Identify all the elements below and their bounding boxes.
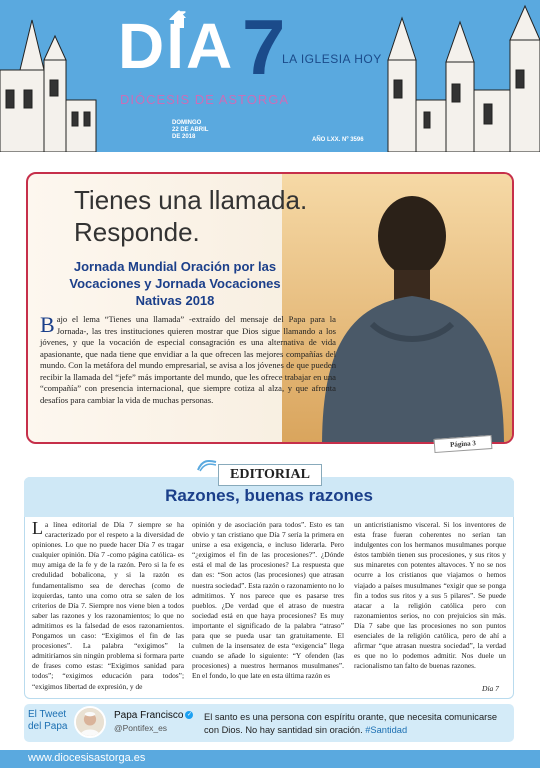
footer-bar	[0, 750, 540, 768]
masthead-tagline: LA IGLESIA HOY	[282, 52, 382, 66]
feature-subhead: Jornada Mundial Oración por las Vocaciones y Jornada Vocaciones Nativas 2018	[69, 259, 281, 308]
issue-number: AÑO LXX. Nº 3596	[312, 137, 364, 143]
feature-box	[26, 172, 514, 444]
date-line-1: DOMINGO	[172, 120, 202, 126]
editorial-column-1-text: a línea editorial de Día 7 siempre se ha caracterizado por el respeto a la diversidad de opiniones. Lo que no puede hacer Día 7 es tragar cualquier opinión. Día 7 -como página católica- es muy amiga de la fe y de la razón. Pero si la fe es credulidad bobalicona, y si la razón es fundamentalismo sea de derechas (como de izquierdas, tanto una como otra se salen de los criterios de Día 7. Siempre nos viene bien a todos saber las razones y los razonamientos; lo que no admitimos es la falsedad de esos razonamientos. Pongamos un caso: “Exigimos el fin de las procesiones”. La palabra “exigimos” la admitiríamos sin ningún problema si formara parte de frases como estas: “Exigimos sanidad para todos”; “exigimos educación para todos”; “exigimos libertad de expresión, y de	[32, 520, 184, 691]
masthead-brand	[118, 3, 288, 91]
page-reference-tag[interactable]: Página 3	[434, 435, 493, 453]
verified-badge-icon: ✓	[186, 712, 192, 719]
tweet-body: El santo es una persona con espíritu orante, que necesita comunicarse con Dios. No hay santidad sin oración.	[204, 712, 498, 735]
headline-line-1: Tienes una llamada.	[74, 185, 308, 215]
tweet-author-name[interactable]	[114, 710, 193, 721]
editorial-title: Razones, buenas razones	[165, 486, 373, 505]
masthead	[0, 0, 540, 152]
quote-swoosh-icon	[196, 458, 218, 472]
feature-body-text: ajo el lema “Tienes una llamada” -extraído del mensaje del Papa para la Jornada-, las tres instituciones quieren mostrar que Dios sigue llamando a los jóvenes, y que la vocación de especial consagración es una alternativa de vida apasionante, que nada tiene que envidiar a la que ofrecen las mejores compañías del mundo. Con la metáfora del mundo empresarial, se avisa a los jóvenes de que pueden recibir la llamada del “jefe” más importante del mundo, que les ofrece trabajar en una “compañía” con presencia internacional, que siempre cotiza al alza, y que afronta desafíos para cambiar la vida de muchas personas.	[40, 314, 336, 405]
headline-line-2: Responde.	[74, 217, 200, 247]
footer-url[interactable]: www.diocesisastorga.es	[28, 752, 146, 764]
editorial-tag: EDITORIAL	[218, 464, 322, 486]
feature-headline	[74, 184, 307, 248]
tweet-label-line-2: del Papa	[28, 721, 68, 732]
tweet-label-line-1: El Tweet	[28, 709, 67, 720]
tweet-hashtag[interactable]: #Santidad	[365, 725, 408, 735]
brand-number: 7	[242, 3, 288, 91]
editorial-column-1	[32, 520, 184, 692]
editorial-dropcap: L	[32, 518, 43, 538]
tweet-author-name-text: Papa Francisco	[114, 710, 184, 721]
feature-body	[40, 314, 336, 406]
date-line-3: DE 2018	[172, 134, 196, 141]
masthead-diocese: DIÓCESIS DE ASTORGA	[120, 92, 290, 107]
tweet-label	[28, 709, 67, 733]
pope-portrait-icon	[76, 708, 104, 736]
editorial-signature: Día 7	[482, 684, 499, 693]
brand-word: DÍA	[118, 10, 235, 82]
issue-date	[172, 120, 208, 142]
editorial-column-2: opinión y de asociación para todos”. Esto es tan obvio y tan cristiano que Día 7 sería la primera en unirse a esa exigencia, e incluso liderarla. Pero “¿exigimos el fin de las procesiones?”. ¿Dónde está el mal de las procesiones? La respuesta que dan es: “Son actos (las procesiones) que atrasan nuestra sociedad”. Esta razón o razonamiento no lo admitimos. Y nos parece que es pasarse tres pueblos. ¿De verdad que el atraso de nuestra sociedad está en que haya procesiones? Es muy importante el significado de la palabra “atraso” para que se pueda usar tan gratuitamente. El culmen de la insensatez de esta “exigencia” llega cuando se añade lo siguiente: “Y ofenden (las procesiones) a nuestros hermanos musulmanes”. En el fondo, lo que late en esta última razón es	[192, 520, 344, 681]
editorial-column-3: un anticristianismo visceral. Si los inventores de esta frase fueran coherentes no serían tan indulgentes con los hermanos musulmanes porque éstos también tienen sus procesiones, y sus ritos y sus minaretes con potentes altavoces. Y no se nos ocurre a los cristianos que viajamos o hemos viajado a países musulmanes “exigir que se ponga fin a todos sus ritos y a sus 5 pilares”. Se puede atacar a la religión católica pero con razonamientos serios, no con prejuicios sin más. Día 7 sabe que las procesiones no son puntos esenciales de la religión católica, pero de ahí a afirmar “que atrasan nuestra sociedad”, la verdad es que no lo podemos admitir. Nos duele un racionalismo tan falto de buenas razones.	[354, 520, 506, 671]
tweet-text	[204, 711, 508, 737]
feature-dropcap: B	[40, 312, 55, 337]
pope-avatar[interactable]	[74, 706, 106, 738]
tweet-author-handle[interactable]: @Pontifex_es	[114, 723, 168, 733]
date-line-2: 22 DE ABRIL	[172, 127, 209, 134]
